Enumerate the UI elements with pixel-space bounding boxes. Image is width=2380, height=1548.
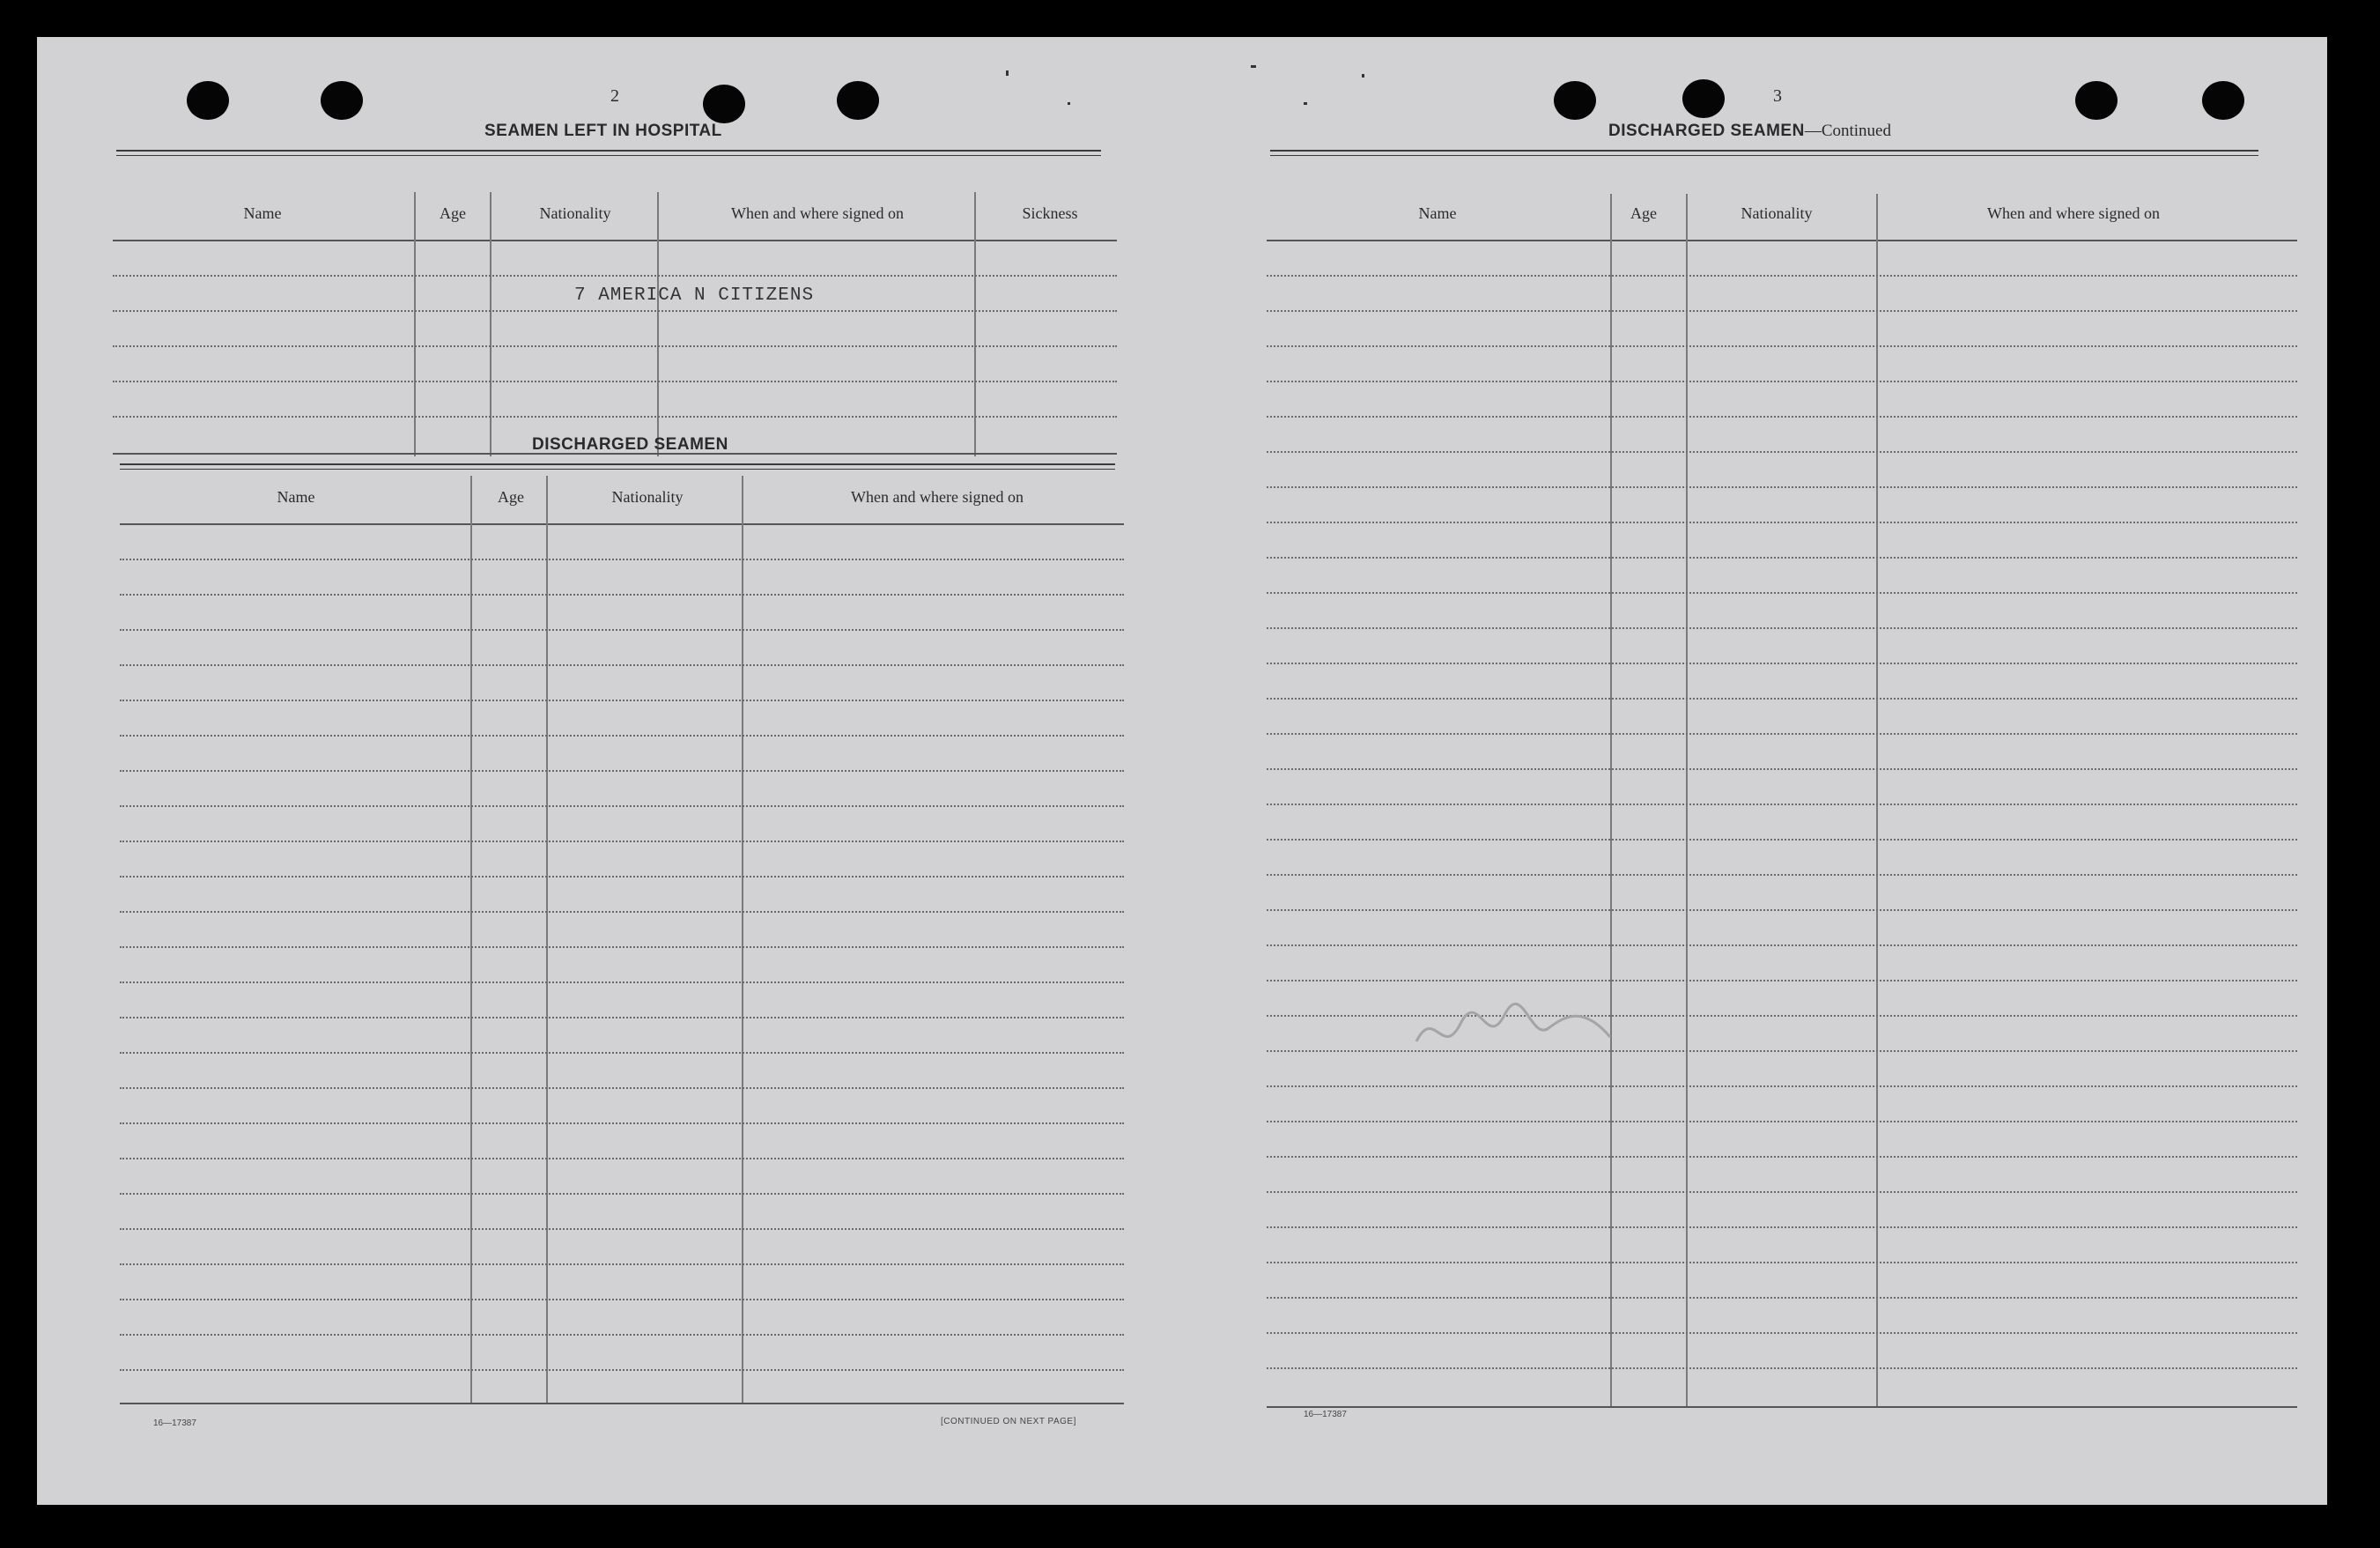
table-row <box>1267 698 2297 700</box>
ink-speck <box>1304 102 1307 105</box>
section-rule <box>1270 150 2258 152</box>
discharged-table <box>120 472 1124 1406</box>
table-row <box>1267 310 2297 312</box>
ink-speck <box>1362 74 1364 78</box>
table-row <box>120 1017 1124 1018</box>
ink-speck <box>1251 65 1256 68</box>
discharged-section-title: DISCHARGED SEAMEN <box>532 435 728 454</box>
table-row <box>120 700 1124 701</box>
ink-speck <box>1006 70 1009 76</box>
column-header-name: Name <box>243 204 282 222</box>
table-row <box>120 735 1124 737</box>
table-row <box>120 981 1124 983</box>
table-row <box>1267 874 2297 876</box>
continued-note: [CONTINUED ON NEXT PAGE] <box>941 1417 1076 1426</box>
table-row <box>1267 1297 2297 1299</box>
column-header-nationality: Nationality <box>611 488 684 506</box>
typed-entry: 7 AMERICA N CITIZENS <box>574 285 815 306</box>
table-row <box>120 770 1124 772</box>
header-rule <box>120 523 1124 525</box>
table-row <box>1267 909 2297 911</box>
table-row <box>1267 381 2297 382</box>
table-row <box>120 1122 1124 1124</box>
header-rule <box>1267 240 2297 241</box>
column-header-age: Age <box>440 204 466 222</box>
table-row <box>1267 557 2297 559</box>
title-suffix: —Continued <box>1804 122 1891 140</box>
binder-hole <box>187 81 229 120</box>
table-row <box>120 1087 1124 1089</box>
table-row <box>120 1369 1124 1371</box>
column-header-name: Name <box>1418 204 1457 222</box>
table-row <box>1267 627 2297 629</box>
table-row <box>1267 1121 2297 1122</box>
table-row <box>120 1158 1124 1159</box>
table-row <box>120 629 1124 631</box>
table-row <box>1267 1332 2297 1334</box>
column-header-name: Name <box>277 488 315 506</box>
discharged-continued-table <box>1267 160 2297 1411</box>
table-row <box>1267 1191 2297 1193</box>
table-row <box>1267 980 2297 981</box>
table-row <box>113 381 1117 382</box>
table-row <box>1267 1226 2297 1228</box>
binder-hole <box>2075 81 2118 120</box>
title-main: DISCHARGED SEAMEN <box>1608 122 1805 140</box>
table-row <box>113 310 1117 312</box>
table-row <box>1267 839 2297 841</box>
table-bottom-rule <box>120 1403 1124 1404</box>
section-rule <box>116 155 1101 156</box>
table-row <box>113 416 1117 418</box>
header-rule <box>113 240 1117 241</box>
page-number: 3 <box>1773 86 1782 106</box>
table-row <box>1267 592 2297 594</box>
table-row <box>1267 1367 2297 1369</box>
table-row <box>113 345 1117 347</box>
table-row <box>1267 1262 2297 1263</box>
column-header-nationality: Nationality <box>539 204 611 222</box>
binder-hole <box>703 85 745 123</box>
form-number: 16—17387 <box>153 1418 196 1428</box>
table-row <box>120 559 1124 560</box>
table-row <box>1267 522 2297 523</box>
table-row <box>120 876 1124 878</box>
table-bottom-rule <box>1267 1406 2297 1408</box>
table-row <box>1267 451 2297 453</box>
table-row <box>120 841 1124 842</box>
section-rule <box>120 463 1115 465</box>
binder-hole <box>2202 81 2244 120</box>
column-header-signed-on: When and where signed on <box>731 204 904 222</box>
table-row <box>1267 1156 2297 1158</box>
column-header-sickness: Sickness <box>1022 204 1078 222</box>
table-row <box>1267 345 2297 347</box>
column-header-age: Age <box>498 488 524 506</box>
column-header-signed-on: When and where signed on <box>1987 204 2160 222</box>
ink-speck <box>1068 102 1070 105</box>
table-row <box>1267 768 2297 770</box>
table-row <box>120 805 1124 807</box>
table-row <box>120 946 1124 948</box>
document-sheet <box>37 37 2327 1505</box>
table-row <box>120 1193 1124 1195</box>
table-row <box>1267 944 2297 946</box>
section-rule <box>116 150 1101 152</box>
table-row <box>120 1334 1124 1336</box>
table-row <box>120 594 1124 596</box>
table-row <box>120 664 1124 666</box>
table-row <box>1267 733 2297 735</box>
binder-hole <box>1682 79 1725 118</box>
table-row <box>120 1263 1124 1265</box>
section-rule <box>120 469 1115 470</box>
table-row <box>120 1052 1124 1054</box>
table-row <box>1267 1085 2297 1087</box>
column-header-age: Age <box>1630 204 1657 222</box>
table-row <box>1267 416 2297 418</box>
column-header-nationality: Nationality <box>1741 204 1813 222</box>
hospital-section-title: SEAMEN LEFT IN HOSPITAL <box>484 122 722 140</box>
table-row <box>1267 663 2297 664</box>
table-row <box>1267 275 2297 277</box>
section-rule <box>1270 155 2258 156</box>
table-row <box>1267 486 2297 488</box>
bleed-through-scribble <box>1408 989 1619 1068</box>
page-number: 2 <box>610 86 619 106</box>
binder-hole <box>837 81 879 120</box>
table-row <box>120 1228 1124 1230</box>
column-header-signed-on: When and where signed on <box>851 488 1024 506</box>
table-row <box>1267 804 2297 805</box>
binder-hole <box>321 81 363 120</box>
table-row <box>113 275 1117 277</box>
form-number: 16—17387 <box>1304 1410 1347 1419</box>
table-row <box>120 911 1124 913</box>
hospital-table <box>113 166 1117 456</box>
binder-hole <box>1554 81 1596 120</box>
table-row <box>120 1299 1124 1300</box>
discharged-continued-title <box>1608 122 1891 141</box>
